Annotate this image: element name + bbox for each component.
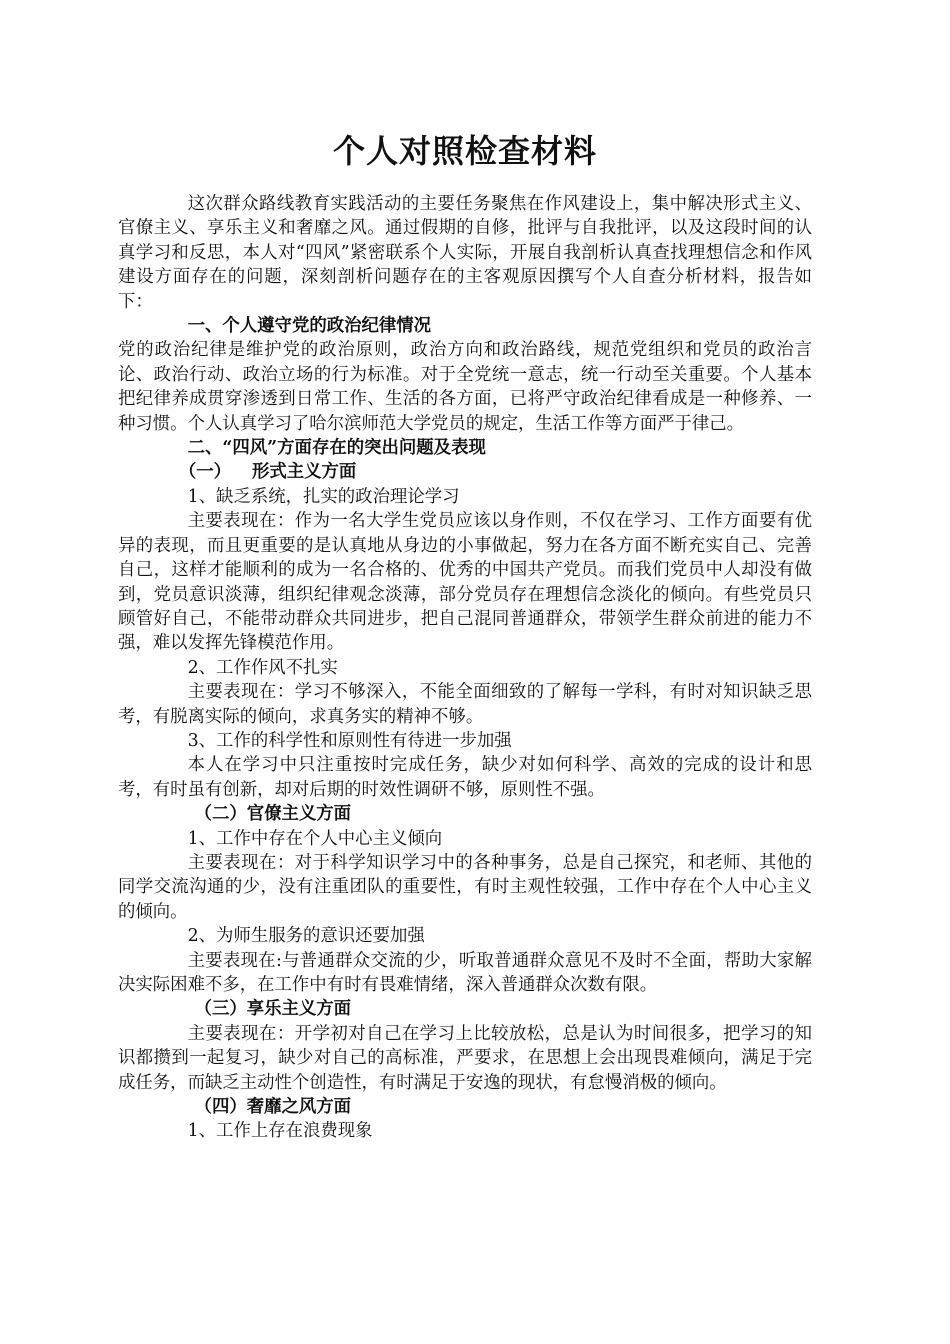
sub1-heading bbox=[118, 460, 812, 484]
sub1-item1: 1、缺乏系统，扎实的政治理论学习 bbox=[187, 486, 460, 507]
section1-body: 党的政治纪律是维护党的政治原则，政治方向和政治路线，规范党组织和党员的政治言论、政治行动、政治立场的行为标准。对于全党统一意志，统一行动至关重要。个人基本把纪律养成贯穿渗透到日常工作、生活的各方面，已将严守政治纪律看成是一种修养、一种习惯。个人认真学习了哈尔滨师范大学党员的规定，生活工作等方面严于律己。 bbox=[118, 340, 812, 434]
sub2-item2: 2、为师生服务的意识还要加强 bbox=[187, 926, 425, 947]
intro-paragraph: 这次群众路线教育实践活动的主要任务聚焦在作风建设上，集中解决形式主义、官僚主义、享乐主义和奢靡之风。通过假期的自修，批评与自我批评，以及这段时间的认真学习和反思，本人对“四风”紧密联系个人实际，开展自我剖析认真查找理想信念和作风建设方面存在的问题，深刻剖析问题存在的主客观原因撰写个人自查分析材料，报告如下： bbox=[118, 194, 812, 312]
sub4-item1: 1、工作上存在浪费现象 bbox=[187, 1121, 373, 1142]
sub1-item3: 3、工作的科学性和原则性有待进一步加强 bbox=[187, 730, 512, 751]
sub2-item1-body: 主要表现在：对于科学知识学习中的各种事务，总是自己探究，和老师、其他的同学交流沟通的少，没有注重团队的重要性，有时主观性较强，工作中存在个人中心主义的倾向。 bbox=[118, 852, 812, 922]
sub4-heading: （四）奢靡之风方面 bbox=[194, 1097, 352, 1118]
sub1-heading-text: 形式主义方面 bbox=[251, 462, 357, 483]
section2-heading: 二、“四风”方面存在的突出问题及表现 bbox=[187, 438, 486, 459]
sub2-item1: 1、工作中存在个人中心主义倾向 bbox=[187, 828, 443, 849]
sub1-item3-body: 本人在学习中只注重按时完成任务，缺少对如何科学、高效的完成的设计和思考，有时虽有创新，却对后期的时效性调研不够，原则性不强。 bbox=[118, 755, 812, 800]
section1-heading: 一、个人遵守党的政治纪律情况 bbox=[187, 316, 432, 337]
sub2-heading: （二）官僚主义方面 bbox=[194, 804, 352, 825]
sub1-item2-body: 主要表现在：学习不够深入，不能全面细致的了解每一学科，有时对知识缺乏思考，有脱离实际的倾向，求真务实的精神不够。 bbox=[118, 682, 812, 727]
sub1-heading-num: （一） bbox=[178, 462, 232, 483]
sub2-item2-body: 主要表现在:与普通群众交流的少，听取普通群众意见不及时不全面，帮助大家解决实际困难不多，在工作中有时有畏难情绪，深入普通群众次数有限。 bbox=[118, 950, 812, 995]
sub3-heading: （三）享乐主义方面 bbox=[194, 999, 352, 1020]
sub1-item1-body: 主要表现在：作为一名大学生党员应该以身作则，不仅在学习、工作方面要有优异的表现，而且更重要的是认真地从身边的小事做起，努力在各方面不断充实自己、完善自己，这样才能顺利的成为一名合格的、优秀的中国共产党员。而我们党员中人却没有做到，党员意识淡薄，组织纪律观念淡薄，部分党员存在理想信念淡化的倾向。有些党员只顾管好自己，不能带动群众共同进步，把自己混同普通群众，带领学生群众前进的能力不强，难以发挥先锋模范作用。 bbox=[118, 511, 812, 654]
document-title: 个人对照检查材料 bbox=[332, 132, 597, 170]
sub3-body: 主要表现在：开学初对自己在学习上比较放松，总是认为时间很多，把学习的知识都攒到一起复习，缺少对自己的高标准，严要求，在思想上会出现畏难倾向，满足于完成任务，而缺乏主动性个创造性，有时满足于安逸的现状，有怠慢消极的倾向。 bbox=[118, 1023, 812, 1093]
sub1-item2: 2、工作作风不扎实 bbox=[187, 657, 338, 678]
document-page bbox=[118, 124, 812, 1144]
